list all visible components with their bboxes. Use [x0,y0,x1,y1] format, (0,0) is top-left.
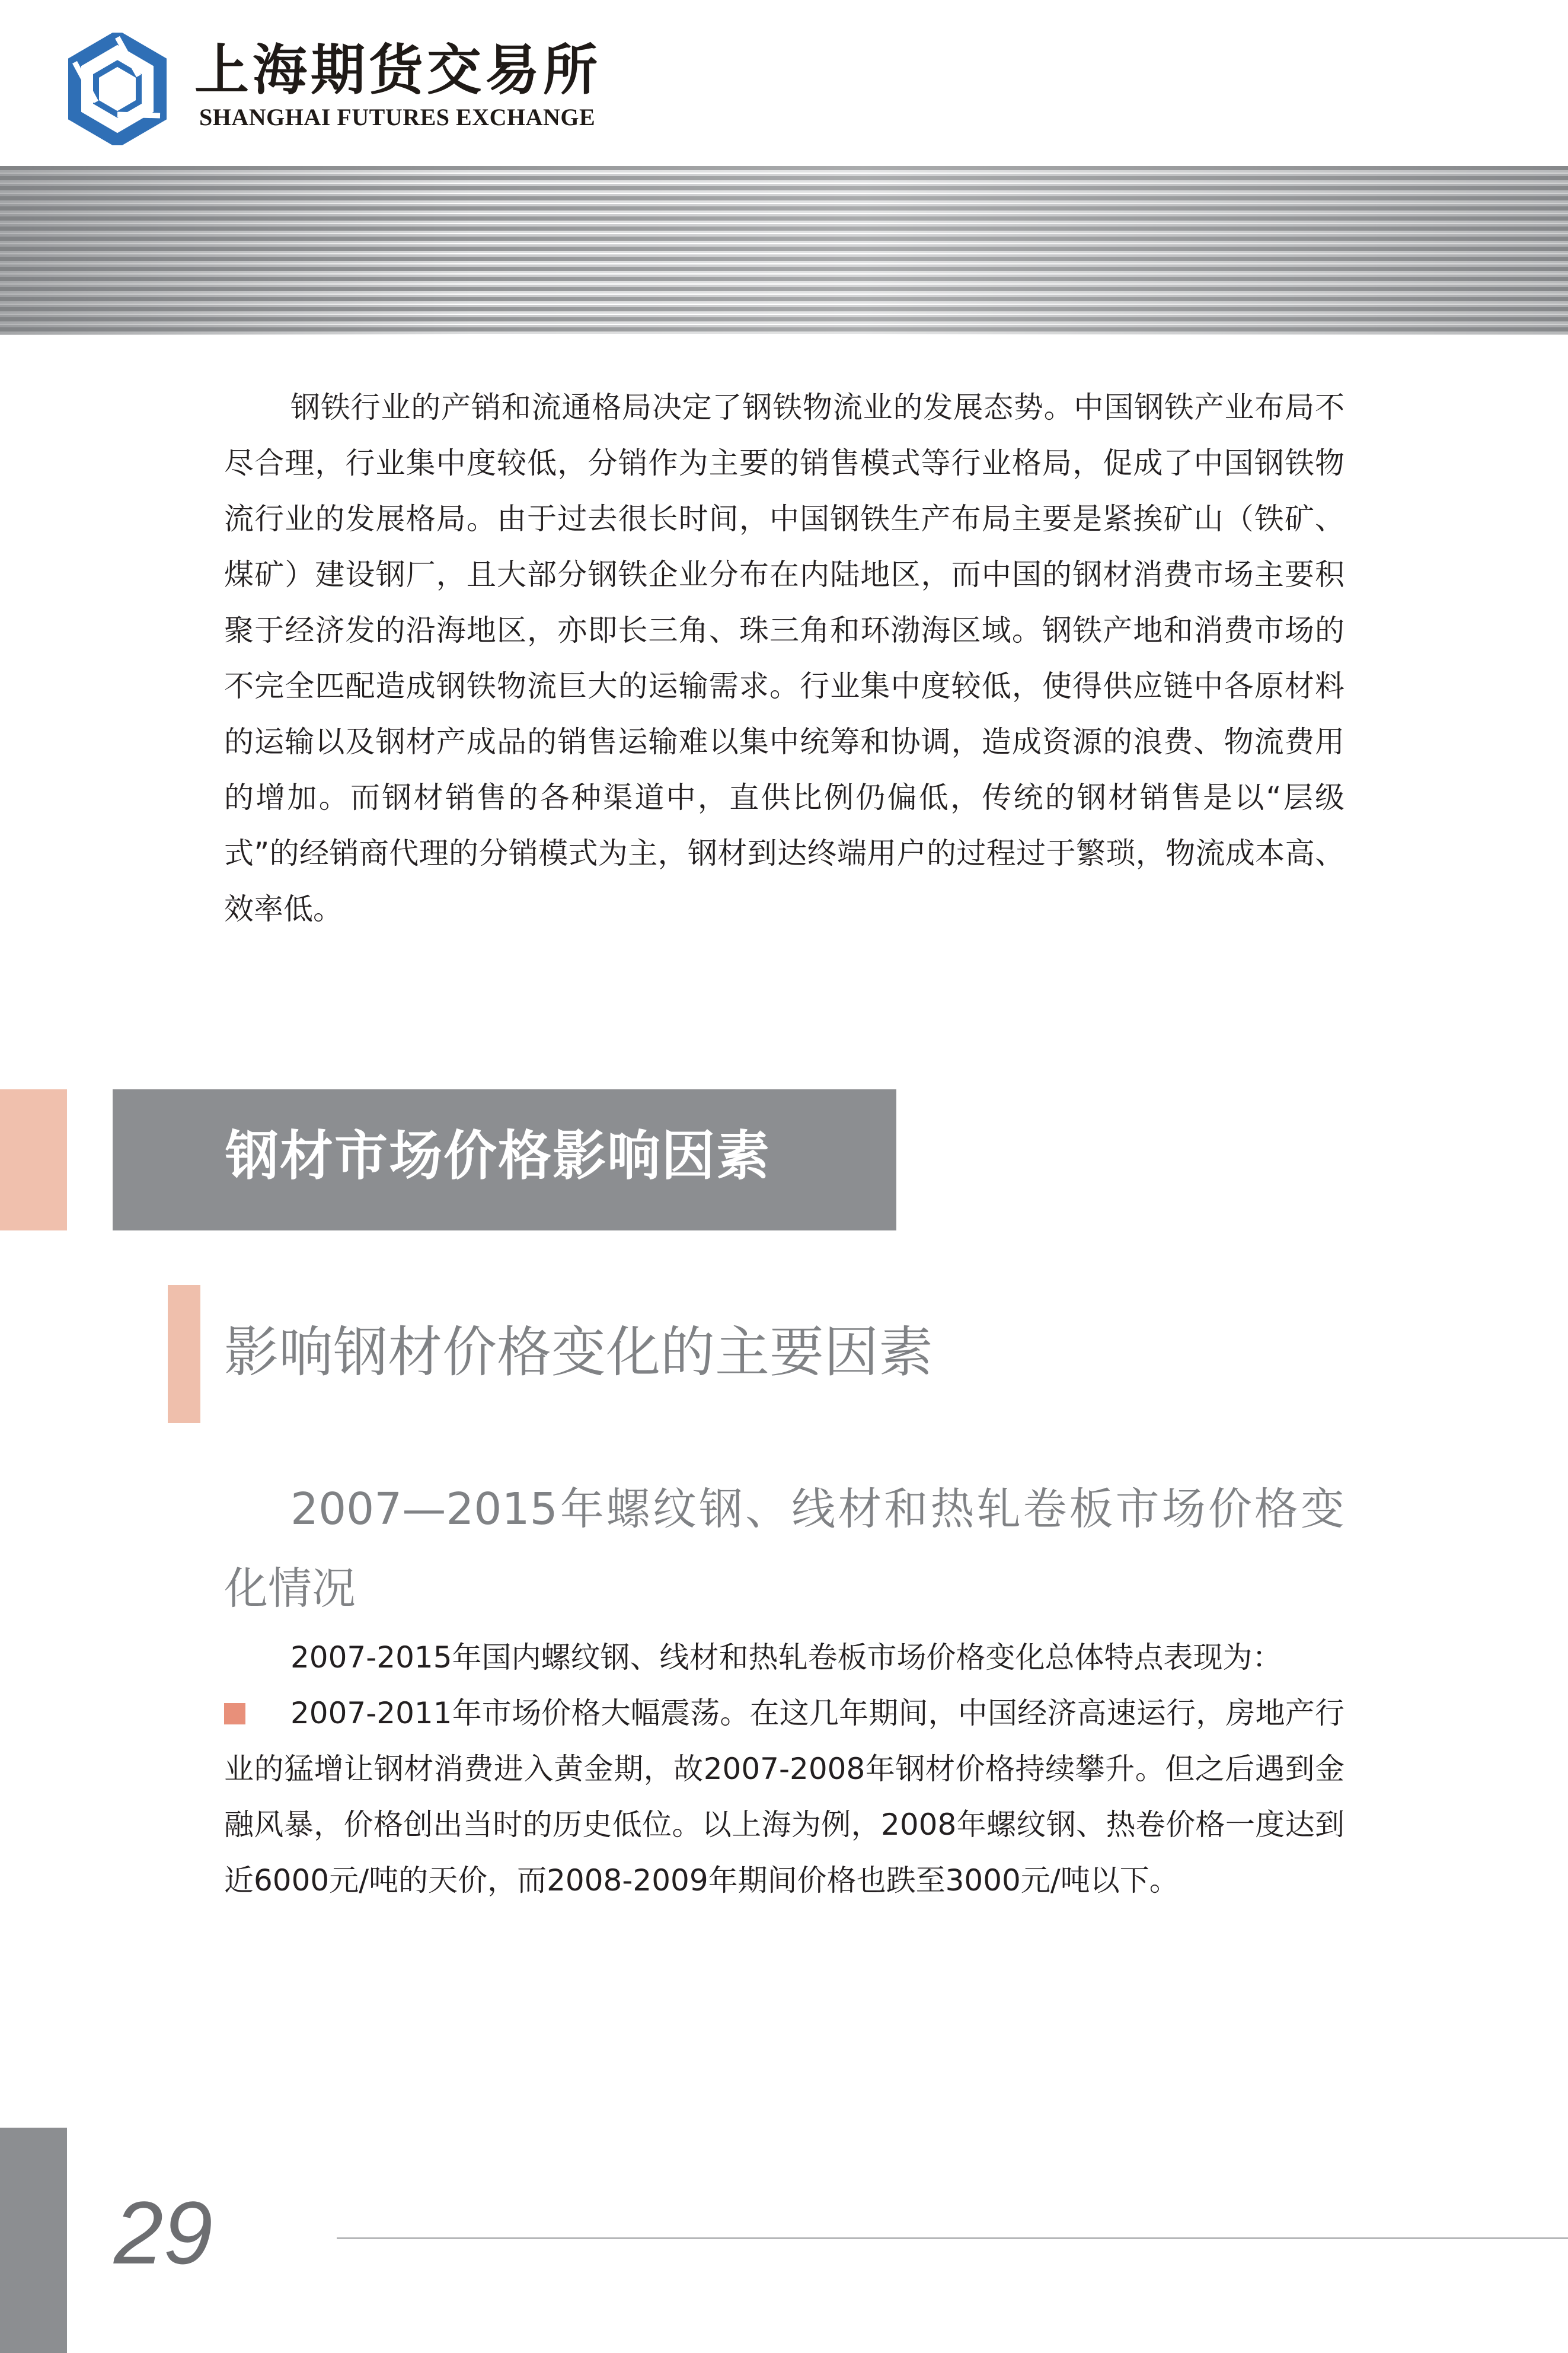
bullet-paragraph: 2007-2011年市场价格大幅震荡。在这几年期间，中国经济高速运行，房地产行业的猛增让钢材消费进入黄金期，故2007-2008年钢材价格持续攀升。但之后遇到金融风暴，价格创出当时的历史低位。以上海为例，2008年螺纹钢、热卷价格一度达到近6000元/吨的天价，而2008-2009年期间价格也跌至3000元/吨以下。 [224,1696,1345,1898]
summary-paragraph: 2007-2015年国内螺纹钢、线材和热轧卷板市场价格变化总体特点表现为： [290,1640,1282,1675]
intro-paragraph: 钢铁行业的产销和流通格局决定了钢铁物流业的发展态势。中国钢铁产业布局不尽合理，行业集中度较低，分销作为主要的销售模式等行业格局，促成了中国钢铁物流行业的发展格局。由于过去很长时间，中国钢铁生产布局主要是紧挨矿山（铁矿、煤矿）建设钢厂，且大部分钢铁企业分布在内陆地区，而中国的钢材消费市场主要积聚于经济发的沿海地区，亦即长三角、珠三角和环渤海区域。钢铁产地和消费市场的不完全匹配造成钢铁物流巨大的运输需求。行业集中度较低，使得供应链中各原材料的运输以及钢材产成品的销售运输难以集中统筹和协调，造成资源的浪费、物流费用的增加。而钢材销售的各种渠道中，直供比例仍偏低，传统的钢材销售是以“层级式”的经销商代理的分销模式为主，钢材到达终端用户的过程过于繁琐，物流成本高、效率低。 [224,390,1345,926]
subsection-title: 影响钢材价格变化的主要因素 [224,1321,934,1384]
section-title: 钢材市场价格影响因素 [225,1125,771,1187]
subsection-accent-bar [168,1285,200,1423]
page-number: 29 [114,2183,213,2282]
footer-divider [337,2237,1568,2239]
section-accent-bar [0,1089,67,1230]
minor-heading: 2007—2015年螺纹钢、线材和热轧卷板市场价格变化情况 [224,1484,1345,1614]
footer-accent-bar [0,2128,67,2353]
logo-english-name: SHANGHAI FUTURES EXCHANGE [199,104,596,130]
logo-chinese-name: 上海期货交易所 [194,38,602,102]
header-banner [0,166,1568,335]
sfe-logo-icon [64,33,171,145]
